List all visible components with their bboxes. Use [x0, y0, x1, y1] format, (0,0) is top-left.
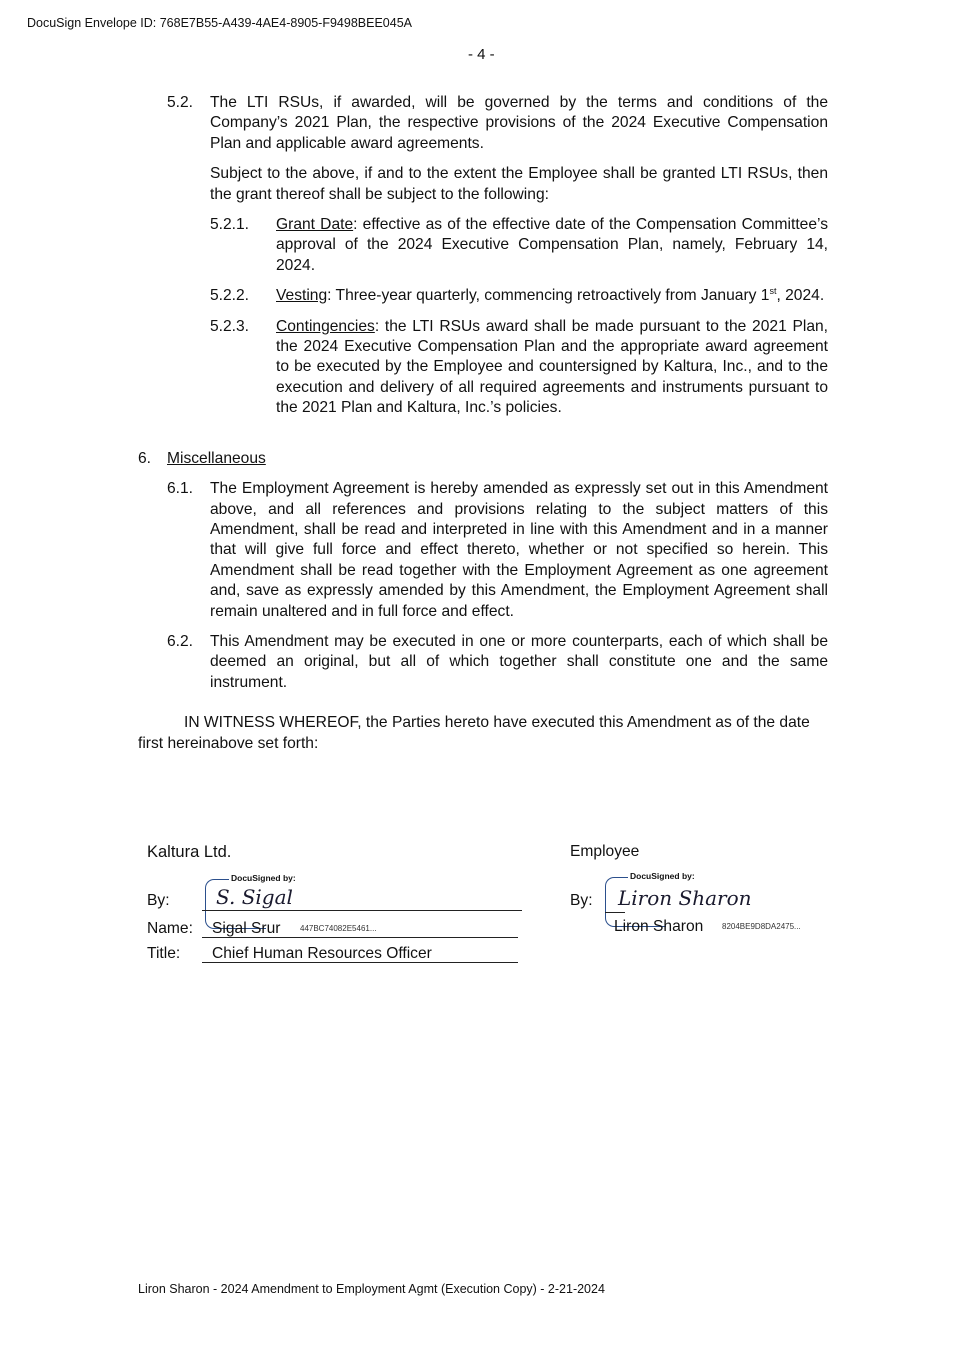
clause-5-2-3-text: [276, 317, 828, 419]
docusign-stamp-id: 8204BE9D8DA2475...: [722, 922, 801, 931]
page-number: - 4 -: [468, 46, 495, 63]
clause-5-2-text: The LTI RSUs, if awarded, will be governed by the terms and conditions of the Company’s 2021 Plan, the respective provisions of the 2024 Executive Compensation Plan and applicable award agreements.: [210, 94, 828, 152]
title-line: [202, 962, 518, 963]
document-body: [138, 93, 828, 754]
company-signer-title: Chief Human Resources Officer: [212, 945, 432, 962]
clause-5-2-2: [138, 286, 828, 306]
clause-number: 5.2.: [167, 94, 194, 111]
company-party: Kaltura Ltd.: [147, 843, 232, 861]
clause-number: 5.2.2.: [210, 287, 250, 305]
signature-line: [202, 910, 522, 911]
footer: Liron Sharon - 2024 Amendment to Employment Agmt (Execution Copy) - 2-21-2024: [138, 1282, 605, 1296]
employee-signer-name: Liron Sharon: [614, 918, 704, 935]
by-label: By:: [570, 892, 593, 909]
clause-number: 6.2.: [167, 632, 194, 650]
clause-5-2-1: [138, 215, 828, 276]
employee-party: Employee: [570, 843, 640, 860]
title-label: Title:: [147, 945, 181, 962]
clause-number: 5.2.1.: [210, 216, 250, 234]
clause-title: Grant Date: [276, 216, 354, 234]
clause-5-2-1-text: [276, 215, 828, 276]
docusign-stamp-label: DocuSigned by:: [231, 873, 296, 883]
witness-clause: IN WITNESS WHEREOF, the Parties hereto have executed this Amendment as of the date first hereinabove set forth:: [138, 714, 810, 752]
clause-6-2: [138, 632, 828, 693]
employee-signature: Liron Sharon: [618, 886, 752, 910]
ordinal-suffix: st: [769, 286, 777, 297]
section-number: 6.: [138, 449, 152, 467]
clause-6-1: [138, 479, 828, 622]
clause-number: 5.2.3.: [210, 317, 250, 335]
clause-5-2: [138, 93, 828, 154]
clause-6-2-text: This Amendment may be executed in one or more counterparts, each of which shall be deemed an original, but all of which together shall constitute one and the same instrument.: [210, 632, 828, 691]
clause-number: 6.1.: [167, 480, 194, 498]
docusign-stamp-label: DocuSigned by:: [630, 871, 695, 881]
envelope-id: DocuSign Envelope ID: 768E7B55-A439-4AE4-8905-F9498BEE045A: [27, 16, 412, 30]
clause-title: Vesting: [276, 287, 328, 305]
company-signer-name: Sigal Srur: [212, 920, 281, 937]
section-title-text: Miscellaneous: [167, 449, 266, 467]
clause-body: : Three-year quarterly, commencing retroactively from January 1: [327, 287, 770, 305]
section-title: [167, 449, 828, 469]
clause-body-end: , 2024.: [776, 287, 825, 305]
by-label: By:: [147, 892, 170, 909]
signature-line: [605, 912, 625, 913]
name-label: Name:: [147, 920, 193, 937]
clause-6-1-text: The Employment Agreement is hereby amended as expressly set out in this Amendment above, and all references and provisions relating to the subject matters of this Amendment, shall be read and interpreted in line with this Amendment and in a manner that will give full force and effect thereto, whether or not specified so herein. This Amendment shall be read together with the Employment Agreement as one agreement and, save as expressly amended by this Amendment, the Employment Agreement shall remain unaltered and in full force and effect.: [210, 480, 828, 620]
clause-body: : effective as of the effective date of the Compensation Committee’s approval of the 2024 Executive Compensation Plan, namely, February 14, 2024.: [276, 216, 828, 274]
docusign-stamp-id: 447BC74082E5461...: [300, 924, 377, 933]
clause-body: : the LTI RSUs award shall be made pursuant to the 2021 Plan, the 2024 Executive Compensation Plan and the appropriate award agreement to be executed by the Employee and countersigned by Kaltura, Inc., and to the execution and delivery of all required agreements and instruments pursuant to the 2021 Plan and Kaltura, Inc.’s policies.: [276, 317, 828, 417]
clause-5-2-subtext: Subject to the above, if and to the extent the Employee shall be granted LTI RSUs, then the grant thereof shall be subject to the following:: [210, 165, 828, 203]
company-signature: S. Sigal: [216, 885, 293, 909]
clause-5-2-2-text: [276, 286, 828, 306]
name-line: [202, 937, 518, 938]
section-6: [138, 449, 828, 469]
clause-5-2-3: [138, 317, 828, 419]
clause-title: Contingencies: [276, 317, 375, 335]
